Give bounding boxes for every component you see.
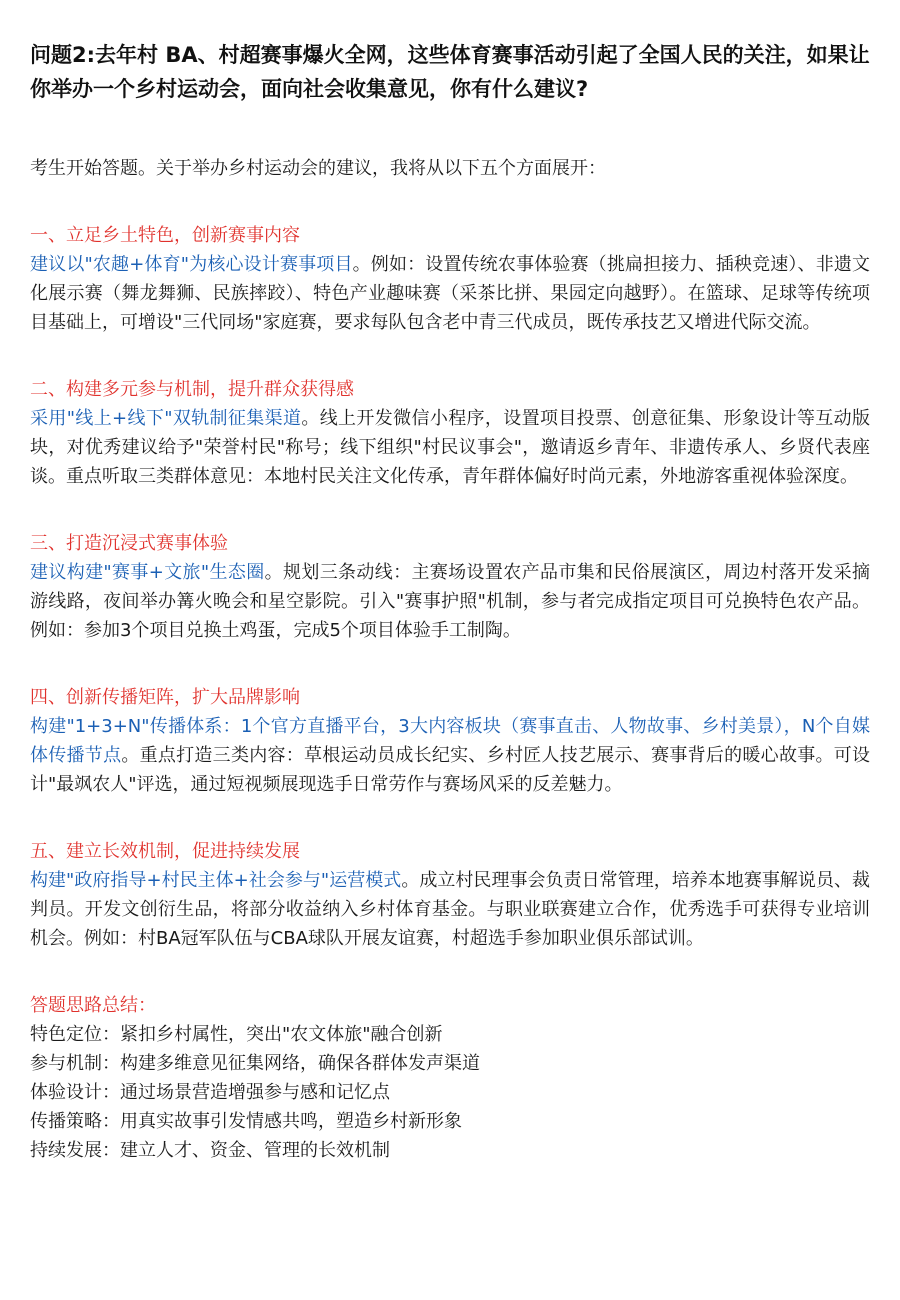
summary-line: 持续发展：建立人才、资金、管理的长效机制 — [30, 1140, 390, 1161]
section-text: 。成立村民理事会负责日常管理，培养本地赛事解说员、裁判员。开发文创衍生品，将部分收益纳入乡村体育基金。与职业联赛建立合作，优秀选手可获得专业培训机会。例如：村BA冠军队伍与CBA球队开展友谊赛，村超选手参加职业俱乐部试训。 — [30, 870, 870, 949]
section-4 — [30, 683, 870, 799]
summary-line: 体验设计：通过场景营造增强参与感和记忆点 — [30, 1082, 390, 1103]
section-lead: 构建"1+3+N"传播体系：1个官方直播平台，3大内容板块（赛事直击、人物故事、乡村美景），N个自媒体传播节点 — [30, 716, 870, 766]
section-2 — [30, 375, 870, 491]
section-body — [30, 558, 870, 645]
question-heading: 问题2:去年村 BA、村超赛事爆火全网，这些体育赛事活动引起了全国人民的关注，如果让你举办一个乡村运动会，面向社会收集意见，你有什么建议? — [30, 43, 870, 101]
section-text: 。规划三条动线：主赛场设置农产品市集和民俗展演区，周边村落开发采摘游线路，夜间举办篝火晚会和星空影院。引入"赛事护照"机制，参与者完成指定项目可兑换特色农产品。例如：参加3个项目兑换土鸡蛋，完成5个项目体验手工制陶。 — [30, 562, 871, 641]
section-body — [30, 250, 870, 337]
section-text: 。线上开发微信小程序，设置项目投票、创意征集、形象设计等互动版块，对优秀建议给予"荣誉村民"称号；线下组织"村民议事会"，邀请返乡青年、非遗传承人、乡贤代表座谈。重点听取三类群体意见：本地村民关注文化传承，青年群体偏好时尚元素，外地游客重视体验深度。 — [30, 408, 871, 487]
section-3 — [30, 529, 870, 645]
section-lead: 建议构建"赛事+文旅"生态圈 — [30, 562, 265, 583]
summary-line: 特色定位：紧扣乡村属性，突出"农文体旅"融合创新 — [30, 1024, 443, 1045]
section-title: 四、创新传播矩阵，扩大品牌影响 — [30, 687, 300, 708]
summary-line: 传播策略：用真实故事引发情感共鸣，塑造乡村新形象 — [30, 1111, 462, 1132]
section-lead: 采用"线上+线下"双轨制征集渠道 — [30, 408, 302, 429]
summary-block — [30, 991, 870, 1165]
section-1 — [30, 221, 870, 337]
summary-line: 参与机制：构建多维意见征集网络，确保各群体发声渠道 — [30, 1053, 480, 1074]
section-body — [30, 712, 870, 799]
section-5 — [30, 837, 870, 953]
section-text: 。重点打造三类内容：草根运动员成长纪实、乡村匠人技艺展示、赛事背后的暖心故事。可设计"最飒农人"评选，通过短视频展现选手日常劳作与赛场风采的反差魅力。 — [30, 745, 871, 795]
summary-title: 答题思路总结： — [30, 995, 156, 1016]
section-title: 一、立足乡土特色，创新赛事内容 — [30, 225, 300, 246]
section-lead: 构建"政府指导+村民主体+社会参与"运营模式 — [30, 870, 402, 891]
intro-paragraph: 考生开始答题。关于举办乡村运动会的建议，我将从以下五个方面展开： — [30, 158, 606, 179]
section-body — [30, 866, 870, 953]
section-text: 。例如：设置传统农事体验赛（挑扁担接力、插秧竞速）、非遗文化展示赛（舞龙舞狮、民族摔跤）、特色产业趣味赛（采茶比拼、果园定向越野）。在篮球、足球等传统项目基础上，可增设"三代同场"家庭赛，要求每队包含老中青三代成员，既传承技艺又增进代际交流。 — [30, 254, 871, 333]
section-lead: 建议以"农趣+体育"为核心设计赛事项目 — [30, 254, 353, 275]
section-body — [30, 404, 870, 491]
section-title: 二、构建多元参与机制，提升群众获得感 — [30, 379, 354, 400]
section-title: 五、建立长效机制，促进持续发展 — [30, 841, 300, 862]
section-title: 三、打造沉浸式赛事体验 — [30, 533, 228, 554]
